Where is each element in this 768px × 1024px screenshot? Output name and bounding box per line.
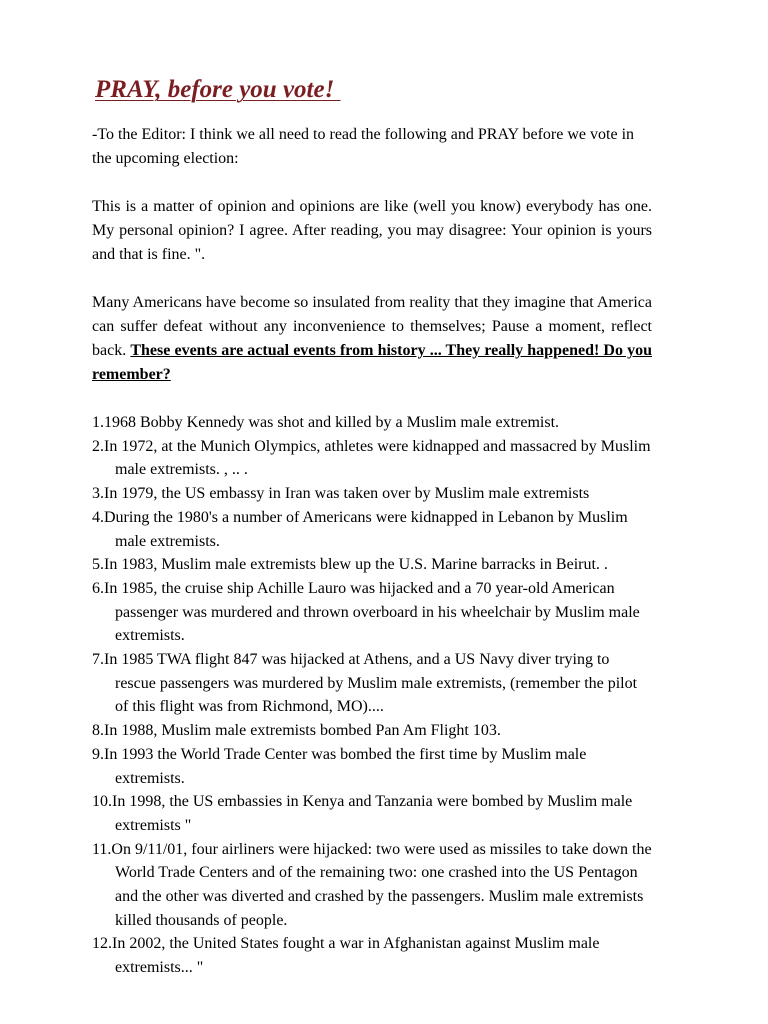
opinion-paragraph: This is a matter of opinion and opinions are like (well you know) everybody has one. My personal opinion? I agree. After reading, you may disagree: Your opinion is yours and that is fine. ". xyxy=(92,198,652,263)
event-item: 11.On 9/11/01, four airliners were hijacked: two were used as missiles to take down the World Trade Centers and of the remaining two: one crashed into the US Pentagon and the other was diverted and crashed by the passengers. Muslim male extremists killed thousands of people. xyxy=(92,840,652,929)
event-item: 7.In 1985 TWA flight 847 was hijacked at Athens, and a US Navy diver trying to rescue passengers was murdered by Muslim male extremists, (remember the pilot of this flight was from Richmond, MO).... xyxy=(92,651,638,716)
event-item: 6.In 1985, the cruise ship Achille Lauro was hijacked and a 70 year-old American passenger was murdered and thrown overboard in his wheelchair by Muslim male extremists. xyxy=(92,579,640,645)
document-title: PRAY, before you vote! xyxy=(95,76,341,103)
event-item: 9.In 1993 the World Trade Center was bombed the first time by Muslim male extremists. xyxy=(92,745,587,787)
event-item: 8.In 1988, Muslim male extremists bombed Pan Am Flight 103. xyxy=(92,722,501,740)
event-item: 3.In 1979, the US embassy in Iran was taken over by Muslim male extremists xyxy=(92,485,590,503)
intro-paragraph: -To the Editor: I think we all need to read the following and PRAY before we vote in the upcoming election: xyxy=(92,126,635,167)
insulated-text: Many Americans have become so insulated from reality that they imagine that America can suffer defeat without any inconvenience to themselves; Pause a moment, reflect back. xyxy=(92,294,652,359)
event-item: 12.In 2002, the United States fought a war in Afghanistan against Muslim male extremists... " xyxy=(92,935,600,977)
insulated-paragraph xyxy=(92,291,652,387)
event-item: 2.In 1972, at the Munich Olympics, athletes were kidnapped and massacred by Muslim male extremists. , .. . xyxy=(92,437,651,479)
history-emphasis: These events are actual events from history ... They really happened! Do you remember? xyxy=(92,342,653,383)
events-list xyxy=(92,411,652,980)
event-item: 5.In 1983, Muslim male extremists blew up the U.S. Marine barracks in Beirut. . xyxy=(92,556,608,574)
document-page xyxy=(92,74,652,980)
event-item: 4.During the 1980's a number of Americans were kidnapped in Lebanon by Muslim male extremists. xyxy=(92,508,628,550)
event-item: 1.1968 Bobby Kennedy was shot and killed by a Muslim male extremist. xyxy=(92,414,560,431)
event-item: 10.In 1998, the US embassies in Kenya and Tanzania were bombed by Muslim male extremists " xyxy=(92,793,633,834)
